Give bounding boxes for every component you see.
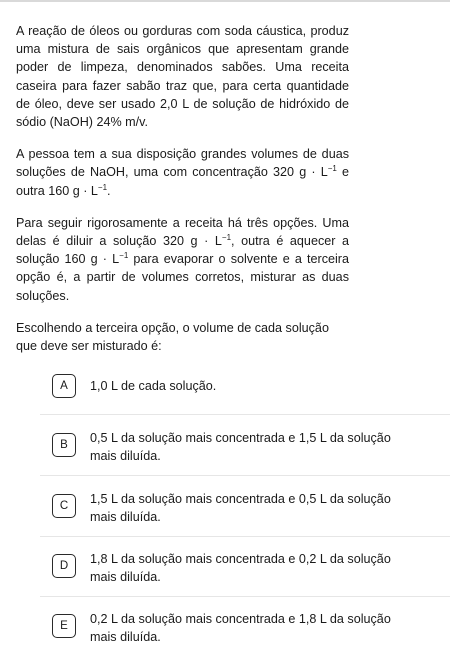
option-divider [40, 536, 450, 537]
option-text-c: 1,5 L da solução mais concentrada e 0,5 L da solução mais diluída. [90, 492, 391, 524]
option-text-b: 0,5 L da solução mais concentrada e 1,5 L da solução mais diluída. [90, 431, 391, 463]
stem-paragraph-1: A reação de óleos ou gorduras com soda cáustica, produz uma mistura de sais orgânicos que apresentam grande poder de limpeza, denominados sabões. Uma receita caseira para fazer sabão traz que, para certa quantidade de óleo, deve ser usado 2,0 L de solução de hidróxido de sódio (NaOH) 24% m/v. [16, 24, 349, 130]
stem-p3-text-c: para evaporar o solvente e a terceira opção é, a partir de volumes corretos, misturar as duas soluções. [16, 252, 349, 303]
option-divider [40, 596, 450, 597]
question-stem [16, 22, 349, 369]
option-letter-c[interactable]: C [52, 494, 76, 518]
exponent: −1 [119, 251, 129, 261]
option-text-a: 1,0 L de cada solução. [90, 379, 217, 393]
exponent: −1 [97, 182, 108, 192]
stem-paragraph-3 [16, 214, 349, 305]
stem-p2-text-a: A pessoa tem a sua disposição grandes volumes de duas soluções de NaOH, uma com concentração 320 g · L [16, 147, 349, 180]
option-divider [40, 414, 450, 415]
exponent: −1 [327, 164, 337, 174]
option-letter-e[interactable]: E [52, 614, 76, 638]
option-letter-d[interactable]: D [52, 554, 76, 578]
question-text: Escolhendo a terceira opção, o volume de cada solução que deve ser misturado é: [16, 320, 329, 354]
option-letter-a[interactable]: A [52, 374, 76, 398]
stem-p3-text-b: , outra é aquecer a solução 160 g · L [16, 234, 350, 267]
stem-paragraph-2 [16, 145, 349, 200]
top-divider [0, 0, 450, 2]
option-divider [40, 475, 450, 476]
option-letter-b[interactable]: B [52, 433, 76, 457]
option-text-d: 1,8 L da solução mais concentrada e 0,2 L da solução mais diluída. [90, 552, 391, 584]
stem-p2-text-b: e outra 160 g · L [16, 165, 349, 198]
exponent: −1 [221, 233, 232, 243]
option-text-e: 0,2 L da solução mais concentrada e 1,8 L da solução mais diluída. [90, 612, 391, 644]
stem-p2-text-c: . [107, 183, 111, 198]
stem-p3-text-a: Para seguir rigorosamente a receita há três opções. Uma delas é diluir a solução 320 g · L [16, 215, 349, 249]
